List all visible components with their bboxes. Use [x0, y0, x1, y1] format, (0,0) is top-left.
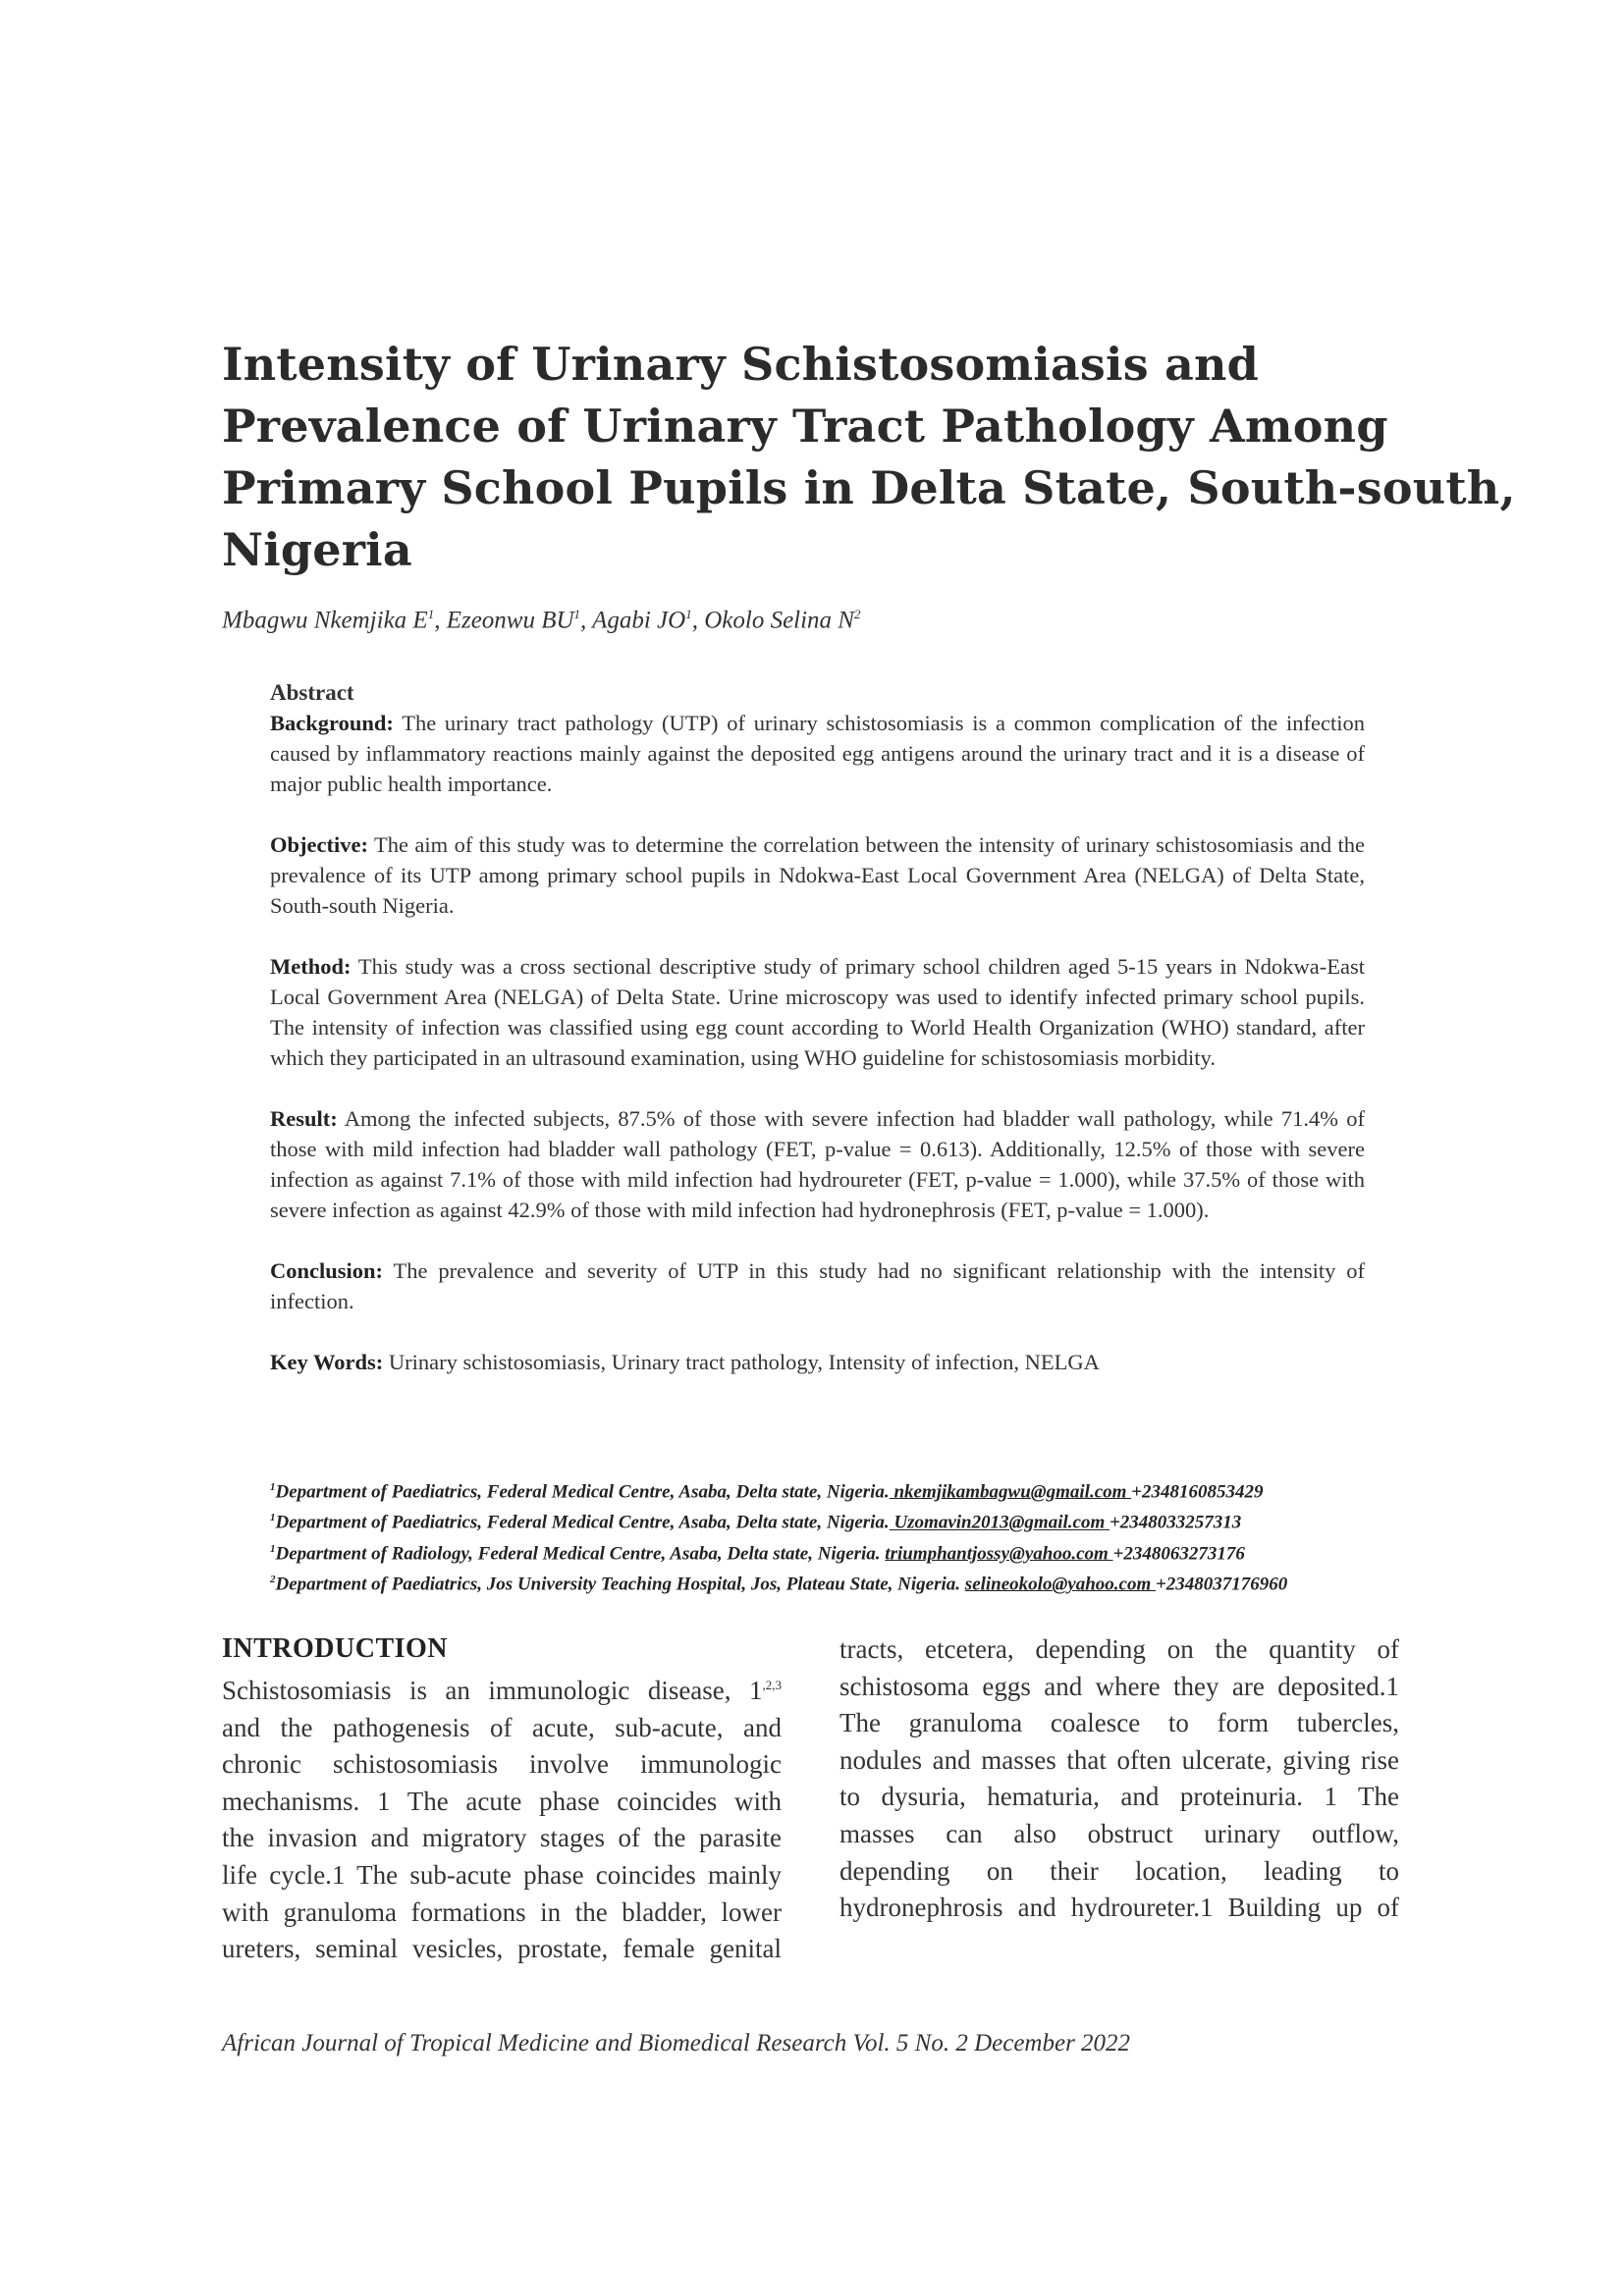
- body-line: hydronephrosis and hydroureter.1 Building up of: [839, 1893, 1399, 1923]
- author-name: Mbagwu Nkemjika E: [222, 607, 428, 634]
- affiliation-text: Department of Paediatrics, Federal Medical Centre, Asaba, Delta state, Nigeria.: [275, 1481, 890, 1503]
- affiliation-superscript: 1: [270, 1481, 276, 1493]
- email-link[interactable]: nkemjikambagwu@gmail.com: [889, 1481, 1132, 1503]
- body-line: life cycle.1 The sub-acute phase coincides mainly: [222, 1859, 782, 1890]
- author-superscript: 1: [427, 607, 435, 621]
- author-superscript: 2: [853, 607, 861, 621]
- abstract-keywords: [270, 1347, 1365, 1377]
- affiliation-superscript: 1: [270, 1512, 276, 1524]
- abstract-conclusion: [270, 1255, 1365, 1316]
- keywords-text: Urinary schistosomiasis, Urinary tract pathology, Intensity of infection, NELGA: [388, 1350, 1100, 1374]
- objective-label: Objective:: [270, 832, 368, 857]
- abstract-section: [270, 677, 1365, 1408]
- author-name: , Agabi JO: [580, 607, 686, 634]
- intro-column-right: [839, 1631, 1399, 1927]
- title-line: Intensity of Urinary Schistosomiasis and: [222, 338, 1260, 391]
- objective-text: The aim of this study was to determine the correlation between the intensity of urinary schistosomiasis and the prevalence of its UTP among primary school pupils in Ndokwa-East Local Government Area (NELGA) of Delta State, South-south Nigeria.: [270, 832, 1366, 918]
- body-line: masses can also obstruct urinary outflow,: [839, 1818, 1399, 1848]
- affiliation-superscript: 2: [270, 1573, 276, 1585]
- body-line: nodules and masses that often ulcerate, giving rise: [839, 1744, 1399, 1775]
- body-line: depending on their location, leading to: [839, 1855, 1399, 1886]
- method-label: Method:: [270, 954, 352, 979]
- affiliation-line: [270, 1505, 1380, 1535]
- abstract-method: [270, 951, 1365, 1073]
- affiliations: [270, 1474, 1380, 1597]
- phone-number: +2348033257313: [1109, 1512, 1242, 1533]
- affiliation-line: [270, 1536, 1380, 1567]
- body-line-text: Schistosomiasis is an immunologic disease, 1: [222, 1676, 763, 1705]
- body-line: the invasion and migratory stages of the parasite: [222, 1823, 782, 1853]
- intro-column-left: [222, 1631, 782, 1968]
- author-name: , Ezeonwu BU: [434, 607, 574, 634]
- result-text: Among the infected subjects, 87.5% of those with severe infection had bladder wall pathology, while 71.4% of those with mild infection had bladder wall pathology (FET, p-value = 0.613). Additionally, 12.5% of those with severe infection as against 7.1% of those with mild infection had hydroureter (FET, p-value = 1.000), while 37.5% of those with severe infection as against 42.9% of those with mild infection had hydronephrosis (FET, p-value = 1.000).: [270, 1106, 1366, 1222]
- result-label: Result:: [270, 1106, 338, 1131]
- method-text: This study was a cross sectional descriptive study of primary school children aged 5-15 years in Ndokwa-East Local Government Area (NELGA) of Delta State. Urine microscopy was used to identify infected primary school pupils. The intensity of infection was classified using egg count according to World Health Organization (WHO) standard, after which they participated in an ultrasound examination, using WHO guideline for schistosomiasis morbidity.: [270, 954, 1366, 1070]
- introduction-heading: INTRODUCTION: [222, 1633, 449, 1664]
- affiliation-superscript: 1: [270, 1542, 276, 1555]
- body-line: tracts, etcetera, depending on the quantity of: [839, 1634, 1399, 1664]
- email-link[interactable]: selineokolo@yahoo.com: [964, 1574, 1156, 1595]
- title-line: Primary School Pupils in Delta State, South-south,: [222, 461, 1516, 514]
- phone-number: +2348037176960: [1155, 1574, 1288, 1595]
- background-label: Background:: [270, 711, 394, 735]
- email-link[interactable]: Uzomavin2013@gmail.com: [889, 1512, 1110, 1533]
- body-line: schistosoma eggs and where they are deposited.1: [839, 1671, 1399, 1701]
- keywords-label: Key Words:: [270, 1350, 384, 1374]
- abstract-result: [270, 1103, 1365, 1225]
- conclusion-label: Conclusion:: [270, 1258, 384, 1283]
- abstract-heading: Abstract: [270, 680, 354, 705]
- body-line: ureters, seminal vesicles, prostate, female genital: [222, 1934, 782, 1964]
- abstract-background: [270, 708, 1365, 799]
- body-line: [222, 1667, 782, 1710]
- affiliation-text: Department of Radiology, Federal Medical Centre, Asaba, Delta state, Nigeria.: [275, 1542, 886, 1564]
- body-line: with granuloma formations in the bladder, lower: [222, 1896, 782, 1927]
- author-name: , Okolo Selina N: [691, 607, 854, 634]
- affiliation-text: Department of Paediatrics, Jos University Teaching Hospital, Jos, Plateau State, Nigeria.: [275, 1574, 965, 1595]
- title-line: Prevalence of Urinary Tract Pathology Among: [222, 400, 1388, 453]
- background-text: The urinary tract pathology (UTP) of urinary schistosomiasis is a common complication of the infection caused by inflammatory reactions mainly against the deposited egg antigens around the urinary tract and it is a disease of major public health importance.: [270, 711, 1365, 796]
- affiliation-line: [270, 1474, 1380, 1505]
- title-line: Nigeria: [222, 523, 412, 576]
- abstract-objective: [270, 829, 1365, 921]
- author-superscript: 1: [685, 607, 692, 621]
- body-line: chronic schistosomiasis involve immunologic: [222, 1749, 782, 1780]
- author-superscript: 1: [573, 607, 581, 621]
- body-line: and the pathogenesis of acute, sub-acute, and: [222, 1712, 782, 1742]
- email-link[interactable]: triumphantjossy@yahoo.com: [885, 1542, 1113, 1564]
- phone-number: +2348063273176: [1112, 1542, 1245, 1564]
- body-line: mechanisms. 1 The acute phase coincides with: [222, 1786, 782, 1816]
- author-list: [222, 607, 860, 634]
- body-line: to dysuria, hematuria, and proteinuria. 1 The: [839, 1782, 1399, 1812]
- citation-superscript: ,2,3: [762, 1678, 782, 1692]
- phone-number: +2348160853429: [1131, 1481, 1264, 1503]
- body-line: The granuloma coalesce to form tubercles,: [839, 1708, 1399, 1738]
- journal-footer: African Journal of Tropical Medicine and Biomedical Research Vol. 5 No. 2 December 2022: [222, 2030, 1131, 2056]
- affiliation-text: Department of Paediatrics, Federal Medical Centre, Asaba, Delta state, Nigeria.: [275, 1512, 890, 1533]
- conclusion-text: The prevalence and severity of UTP in this study had no significant relationship with the intensity of infection.: [270, 1258, 1366, 1313]
- article-title: [222, 334, 1516, 581]
- affiliation-line: [270, 1567, 1380, 1597]
